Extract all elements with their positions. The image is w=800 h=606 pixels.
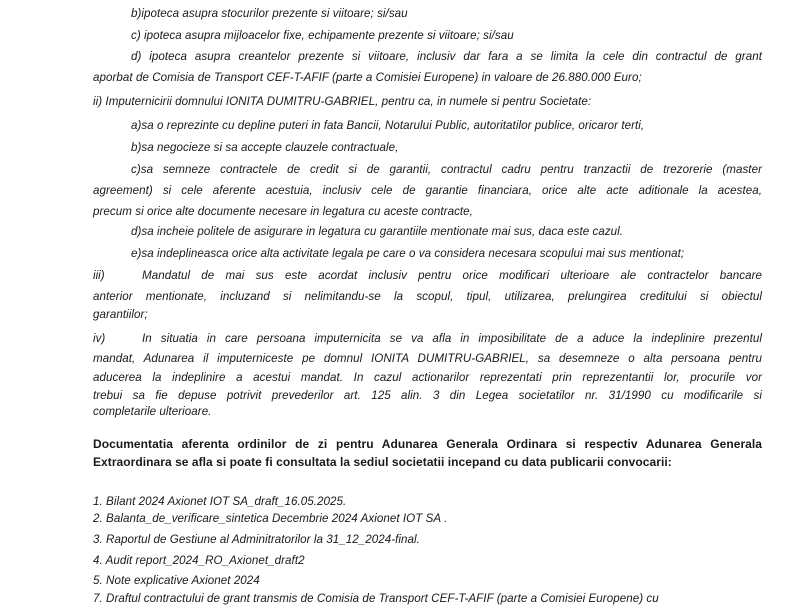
- paragraph-iii-label: iii): [93, 269, 105, 282]
- paragraph-iii-line3: garantiilor;: [93, 308, 148, 321]
- list-item: 5. Note explicative Axionet 2024: [93, 574, 260, 587]
- paragraph-ii-e: e)sa indeplineasca orice alta activitate legala pe care o va considera necesara scopului mai sus mentionat;: [131, 247, 685, 260]
- paragraph-c-mijloace: c) ipoteca asupra mijloacelor fixe, echipamente prezente si viitoare; si/sau: [131, 29, 514, 42]
- paragraph-iii-line2: anterior mentionate, incluzand si nelimitandu-se la scopul, tipul, utilizarea, prelungirea creditului si obiectul: [93, 290, 762, 303]
- paragraph-d-creante-line1: d) ipoteca asupra creantelor prezente si viitoare, inclusiv dar fara a se limita la cele din contractul de grant: [131, 50, 762, 63]
- documentation-heading-line1: Documentatia aferenta ordinilor de zi pentru Adunarea Generala Ordinara si respectiv Adunarea Generala: [93, 437, 762, 451]
- paragraph-iii-line1: Mandatul de mai sus este acordat inclusiv pentru orice modificari ulterioare ale contractelor bancare: [142, 269, 762, 282]
- paragraph-iv-label: iv): [93, 332, 106, 345]
- paragraph-iv-line1: In situatia in care persoana imputernicita se va afla in imposibilitate de a aduce la indeplinire prezentul: [142, 332, 762, 345]
- list-item: 7. Draftul contractului de grant transmis de Comisia de Transport CEF-T-AFIF (parte a Comisiei Europene) cu: [93, 592, 659, 605]
- paragraph-d-creante-line2: aporbat de Comisia de Transport CEF-T-AFIF (parte a Comisiei Europene) in valoare de 26.880.000 Euro;: [93, 71, 642, 84]
- paragraph-iv-line4: trebui sa fie depuse potrivit prevederilor art. 125 alin. 3 din Legea societatilor nr. 31/1990 cu modificarile si: [93, 389, 762, 402]
- paragraph-ii-a: a)sa o reprezinte cu depline puteri in fata Bancii, Notarului Public, autoritatilor publice, oricaror terti,: [131, 119, 645, 132]
- paragraph-ii-c-line1: c)sa semneze contractele de credit si de garantii, contractul cadru pentru tranzactii de trezorerie (master: [131, 163, 762, 176]
- paragraph-ii-b: b)sa negocieze si sa accepte clauzele contractuale,: [131, 141, 399, 154]
- paragraph-ii-c-line3: precum si orice alte documente necesare in legatura cu aceste contracte,: [93, 205, 473, 218]
- list-item: 4. Audit report_2024_RO_Axionet_draft2: [93, 554, 305, 567]
- documentation-heading-line2: Extraordinara se afla si poate fi consultata la sediul societatii incepand cu data publicarii convocarii:: [93, 455, 672, 469]
- paragraph-iv-line2: mandat, Adunarea il imputerniceste pe domnul IONITA DUMITRU-GABRIEL, sa desemneze o alta persoana pentru: [93, 352, 762, 365]
- paragraph-ii-intro: ii) Imputernicirii domnului IONITA DUMITRU-GABRIEL, pentru ca, in numele si pentru Societate:: [93, 95, 592, 108]
- list-item: 1. Bilant 2024 Axionet IOT SA_draft_16.05.2025.: [93, 495, 347, 508]
- paragraph-iv-line3: aducerea la indeplinire a acestui mandat. In cazul actionarilor reprezentati prin reprezentantii lor, procurile vor: [93, 371, 762, 384]
- paragraph-ii-d: d)sa incheie politele de asigurare in legatura cu garantiile mentionate mai sus, daca este cazul.: [131, 225, 624, 238]
- paragraph-iv-line5: completarile ulterioare.: [93, 405, 212, 418]
- paragraph-ii-c-line2: agreement) si cele aferente acestuia, inclusiv cele de garantie financiara, orice alte acte aditionale la acestea,: [93, 184, 762, 197]
- list-item: 2. Balanta_de_verificare_sintetica Decembrie 2024 Axionet IOT SA .: [93, 512, 448, 525]
- paragraph-b-stocuri: b)ipoteca asupra stocurilor prezente si viitoare; si/sau: [131, 7, 408, 20]
- list-item: 3. Raportul de Gestiune al Adminitratorilor la 31_12_2024-final.: [93, 533, 420, 546]
